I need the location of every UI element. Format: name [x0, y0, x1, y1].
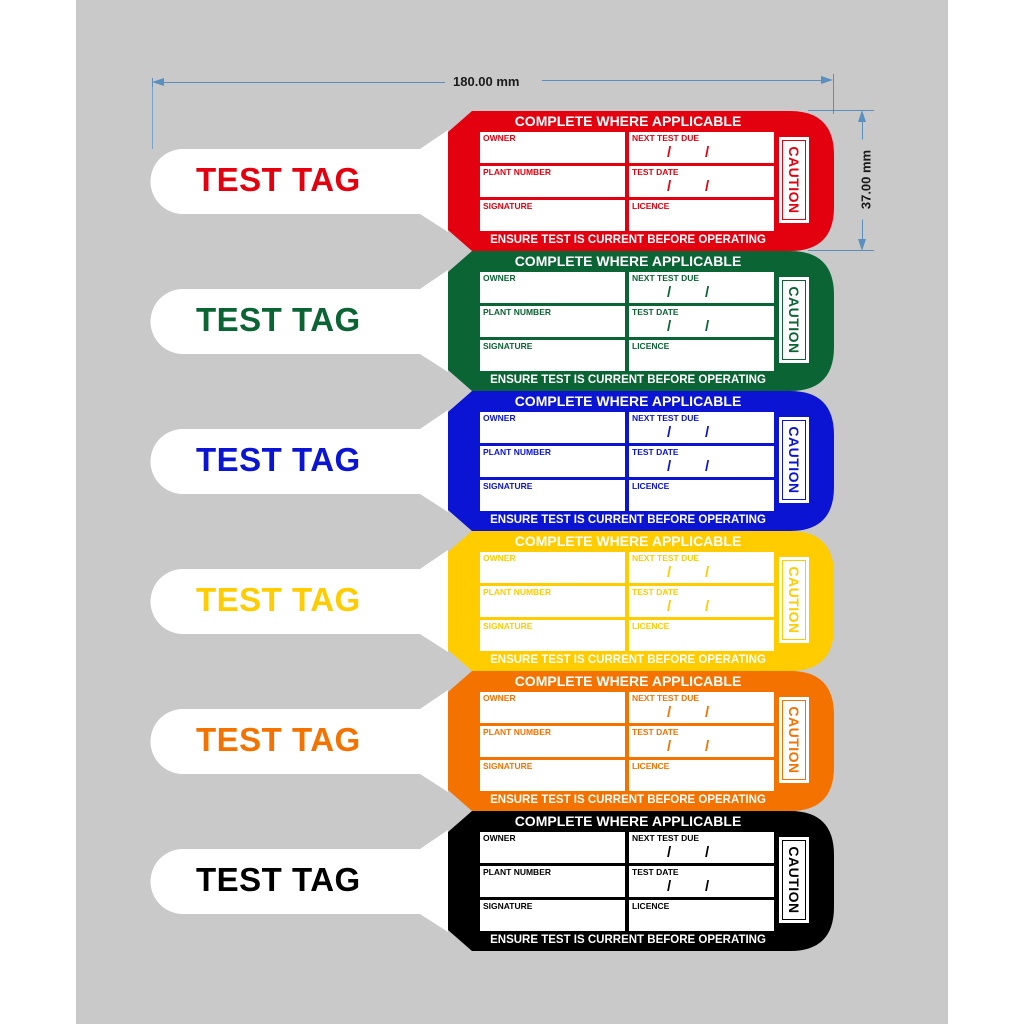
field-licence[interactable] [629, 200, 774, 231]
tag-title: TEST TAG [196, 581, 361, 618]
field-label: TEST DATE [632, 447, 679, 457]
field-label: LICENCE [632, 621, 670, 631]
tag-header: COMPLETE WHERE APPLICABLE [514, 393, 742, 409]
field-label: SIGNATURE [483, 341, 533, 351]
field-next-test-due[interactable] [629, 272, 774, 303]
field-next-test-due[interactable] [629, 832, 774, 863]
field-licence[interactable] [629, 900, 774, 931]
date-separator: / [705, 144, 710, 161]
date-separator: / [667, 318, 672, 335]
field-label: NEXT TEST DUE [632, 413, 700, 423]
field-test-date[interactable] [629, 586, 774, 617]
date-separator: / [667, 284, 672, 301]
date-separator: / [705, 424, 710, 441]
field-label: TEST DATE [632, 307, 679, 317]
field-owner[interactable] [480, 132, 625, 163]
date-separator: / [667, 424, 672, 441]
field-label: NEXT TEST DUE [632, 693, 700, 703]
tag-title: TEST TAG [196, 721, 361, 758]
field-label: LICENCE [632, 761, 670, 771]
field-label: TEST DATE [632, 587, 679, 597]
field-label: PLANT NUMBER [483, 867, 551, 877]
width-dimension-right-tick [833, 74, 834, 114]
field-signature[interactable] [480, 340, 625, 371]
field-signature[interactable] [480, 480, 625, 511]
field-label: SIGNATURE [483, 621, 533, 631]
field-label: LICENCE [632, 481, 670, 491]
caution-label: CAUTION [786, 146, 802, 214]
field-label: OWNER [483, 693, 516, 703]
caution-label: CAUTION [786, 706, 802, 774]
field-licence[interactable] [629, 480, 774, 511]
field-label: PLANT NUMBER [483, 727, 551, 737]
width-arrow-left-icon [152, 78, 164, 86]
field-label: OWNER [483, 133, 516, 143]
field-label: PLANT NUMBER [483, 447, 551, 457]
field-owner[interactable] [480, 552, 625, 583]
caution-box [779, 837, 809, 923]
field-test-date[interactable] [629, 446, 774, 477]
field-label: NEXT TEST DUE [632, 273, 700, 283]
field-plant-number[interactable] [480, 586, 625, 617]
date-separator: / [705, 284, 710, 301]
date-separator: / [667, 144, 672, 161]
tag-footer: ENSURE TEST IS CURRENT BEFORE OPERATING [490, 654, 766, 666]
tag-title: TEST TAG [196, 301, 361, 338]
field-label: NEXT TEST DUE [632, 833, 700, 843]
field-label: LICENCE [632, 341, 670, 351]
tag-footer: ENSURE TEST IS CURRENT BEFORE OPERATING [490, 514, 766, 526]
date-separator: / [667, 598, 672, 615]
tag-header: COMPLETE WHERE APPLICABLE [514, 253, 742, 269]
field-owner[interactable] [480, 832, 625, 863]
date-separator: / [667, 704, 672, 721]
tag-title: TEST TAG [196, 441, 361, 478]
tag-header: COMPLETE WHERE APPLICABLE [514, 813, 742, 829]
date-separator: / [705, 318, 710, 335]
field-signature[interactable] [480, 200, 625, 231]
date-separator: / [667, 564, 672, 581]
field-owner[interactable] [480, 412, 625, 443]
test-tag [0, 810, 1024, 954]
field-test-date[interactable] [629, 166, 774, 197]
field-label: OWNER [483, 413, 516, 423]
caution-label: CAUTION [786, 286, 802, 354]
field-label: OWNER [483, 273, 516, 283]
field-next-test-due[interactable] [629, 412, 774, 443]
field-test-date[interactable] [629, 726, 774, 757]
date-separator: / [705, 704, 710, 721]
field-signature[interactable] [480, 760, 625, 791]
date-separator: / [667, 178, 672, 195]
date-separator: / [667, 458, 672, 475]
date-separator: / [705, 178, 710, 195]
field-label: TEST DATE [632, 867, 679, 877]
field-label: SIGNATURE [483, 901, 533, 911]
field-next-test-due[interactable] [629, 692, 774, 723]
caution-box [779, 557, 809, 643]
test-tag [0, 110, 1024, 254]
date-separator: / [667, 878, 672, 895]
test-tag [0, 530, 1024, 674]
date-separator: / [705, 564, 710, 581]
field-licence[interactable] [629, 760, 774, 791]
field-plant-number[interactable] [480, 166, 625, 197]
date-separator: / [705, 738, 710, 755]
tag-title: TEST TAG [196, 861, 361, 898]
field-next-test-due[interactable] [629, 132, 774, 163]
field-plant-number[interactable] [480, 446, 625, 477]
field-label: SIGNATURE [483, 761, 533, 771]
field-label: LICENCE [632, 901, 670, 911]
field-test-date[interactable] [629, 306, 774, 337]
field-label: PLANT NUMBER [483, 167, 551, 177]
field-label: TEST DATE [632, 167, 679, 177]
field-plant-number[interactable] [480, 726, 625, 757]
caution-box [779, 277, 809, 363]
test-tag [0, 390, 1024, 534]
tag-header: COMPLETE WHERE APPLICABLE [514, 533, 742, 549]
width-dimension-label: 180.00 mm [453, 74, 520, 89]
date-separator: / [705, 844, 710, 861]
width-dimension-line-left [160, 82, 445, 83]
field-label: OWNER [483, 553, 516, 563]
field-next-test-due[interactable] [629, 552, 774, 583]
date-separator: / [705, 458, 710, 475]
caution-box [779, 697, 809, 783]
field-plant-number[interactable] [480, 866, 625, 897]
field-licence[interactable] [629, 620, 774, 651]
field-label: SIGNATURE [483, 481, 533, 491]
test-tag [0, 250, 1024, 394]
date-separator: / [667, 844, 672, 861]
height-dimension-label: 37.00 mm [859, 140, 874, 220]
field-signature[interactable] [480, 620, 625, 651]
field-label: PLANT NUMBER [483, 587, 551, 597]
test-tag [0, 670, 1024, 814]
field-owner[interactable] [480, 692, 625, 723]
width-arrow-right-icon [821, 76, 833, 84]
tag-title: TEST TAG [196, 161, 361, 198]
field-label: PLANT NUMBER [483, 307, 551, 317]
tag-footer: ENSURE TEST IS CURRENT BEFORE OPERATING [490, 934, 766, 946]
field-label: LICENCE [632, 201, 670, 211]
field-label: TEST DATE [632, 727, 679, 737]
caution-box [779, 417, 809, 503]
caution-box [779, 137, 809, 223]
field-plant-number[interactable] [480, 306, 625, 337]
field-test-date[interactable] [629, 866, 774, 897]
date-separator: / [667, 738, 672, 755]
caution-label: CAUTION [786, 566, 802, 634]
tag-footer: ENSURE TEST IS CURRENT BEFORE OPERATING [490, 794, 766, 806]
field-label: OWNER [483, 833, 516, 843]
field-licence[interactable] [629, 340, 774, 371]
caution-label: CAUTION [786, 846, 802, 914]
field-label: NEXT TEST DUE [632, 553, 700, 563]
date-separator: / [705, 598, 710, 615]
caution-label: CAUTION [786, 426, 802, 494]
tag-header: COMPLETE WHERE APPLICABLE [514, 673, 742, 689]
width-dimension-line-right [542, 80, 825, 81]
field-signature[interactable] [480, 900, 625, 931]
tag-footer: ENSURE TEST IS CURRENT BEFORE OPERATING [490, 374, 766, 386]
field-label: NEXT TEST DUE [632, 133, 700, 143]
tag-header: COMPLETE WHERE APPLICABLE [514, 113, 742, 129]
date-separator: / [705, 878, 710, 895]
field-owner[interactable] [480, 272, 625, 303]
tag-footer: ENSURE TEST IS CURRENT BEFORE OPERATING [490, 234, 766, 246]
field-label: SIGNATURE [483, 201, 533, 211]
